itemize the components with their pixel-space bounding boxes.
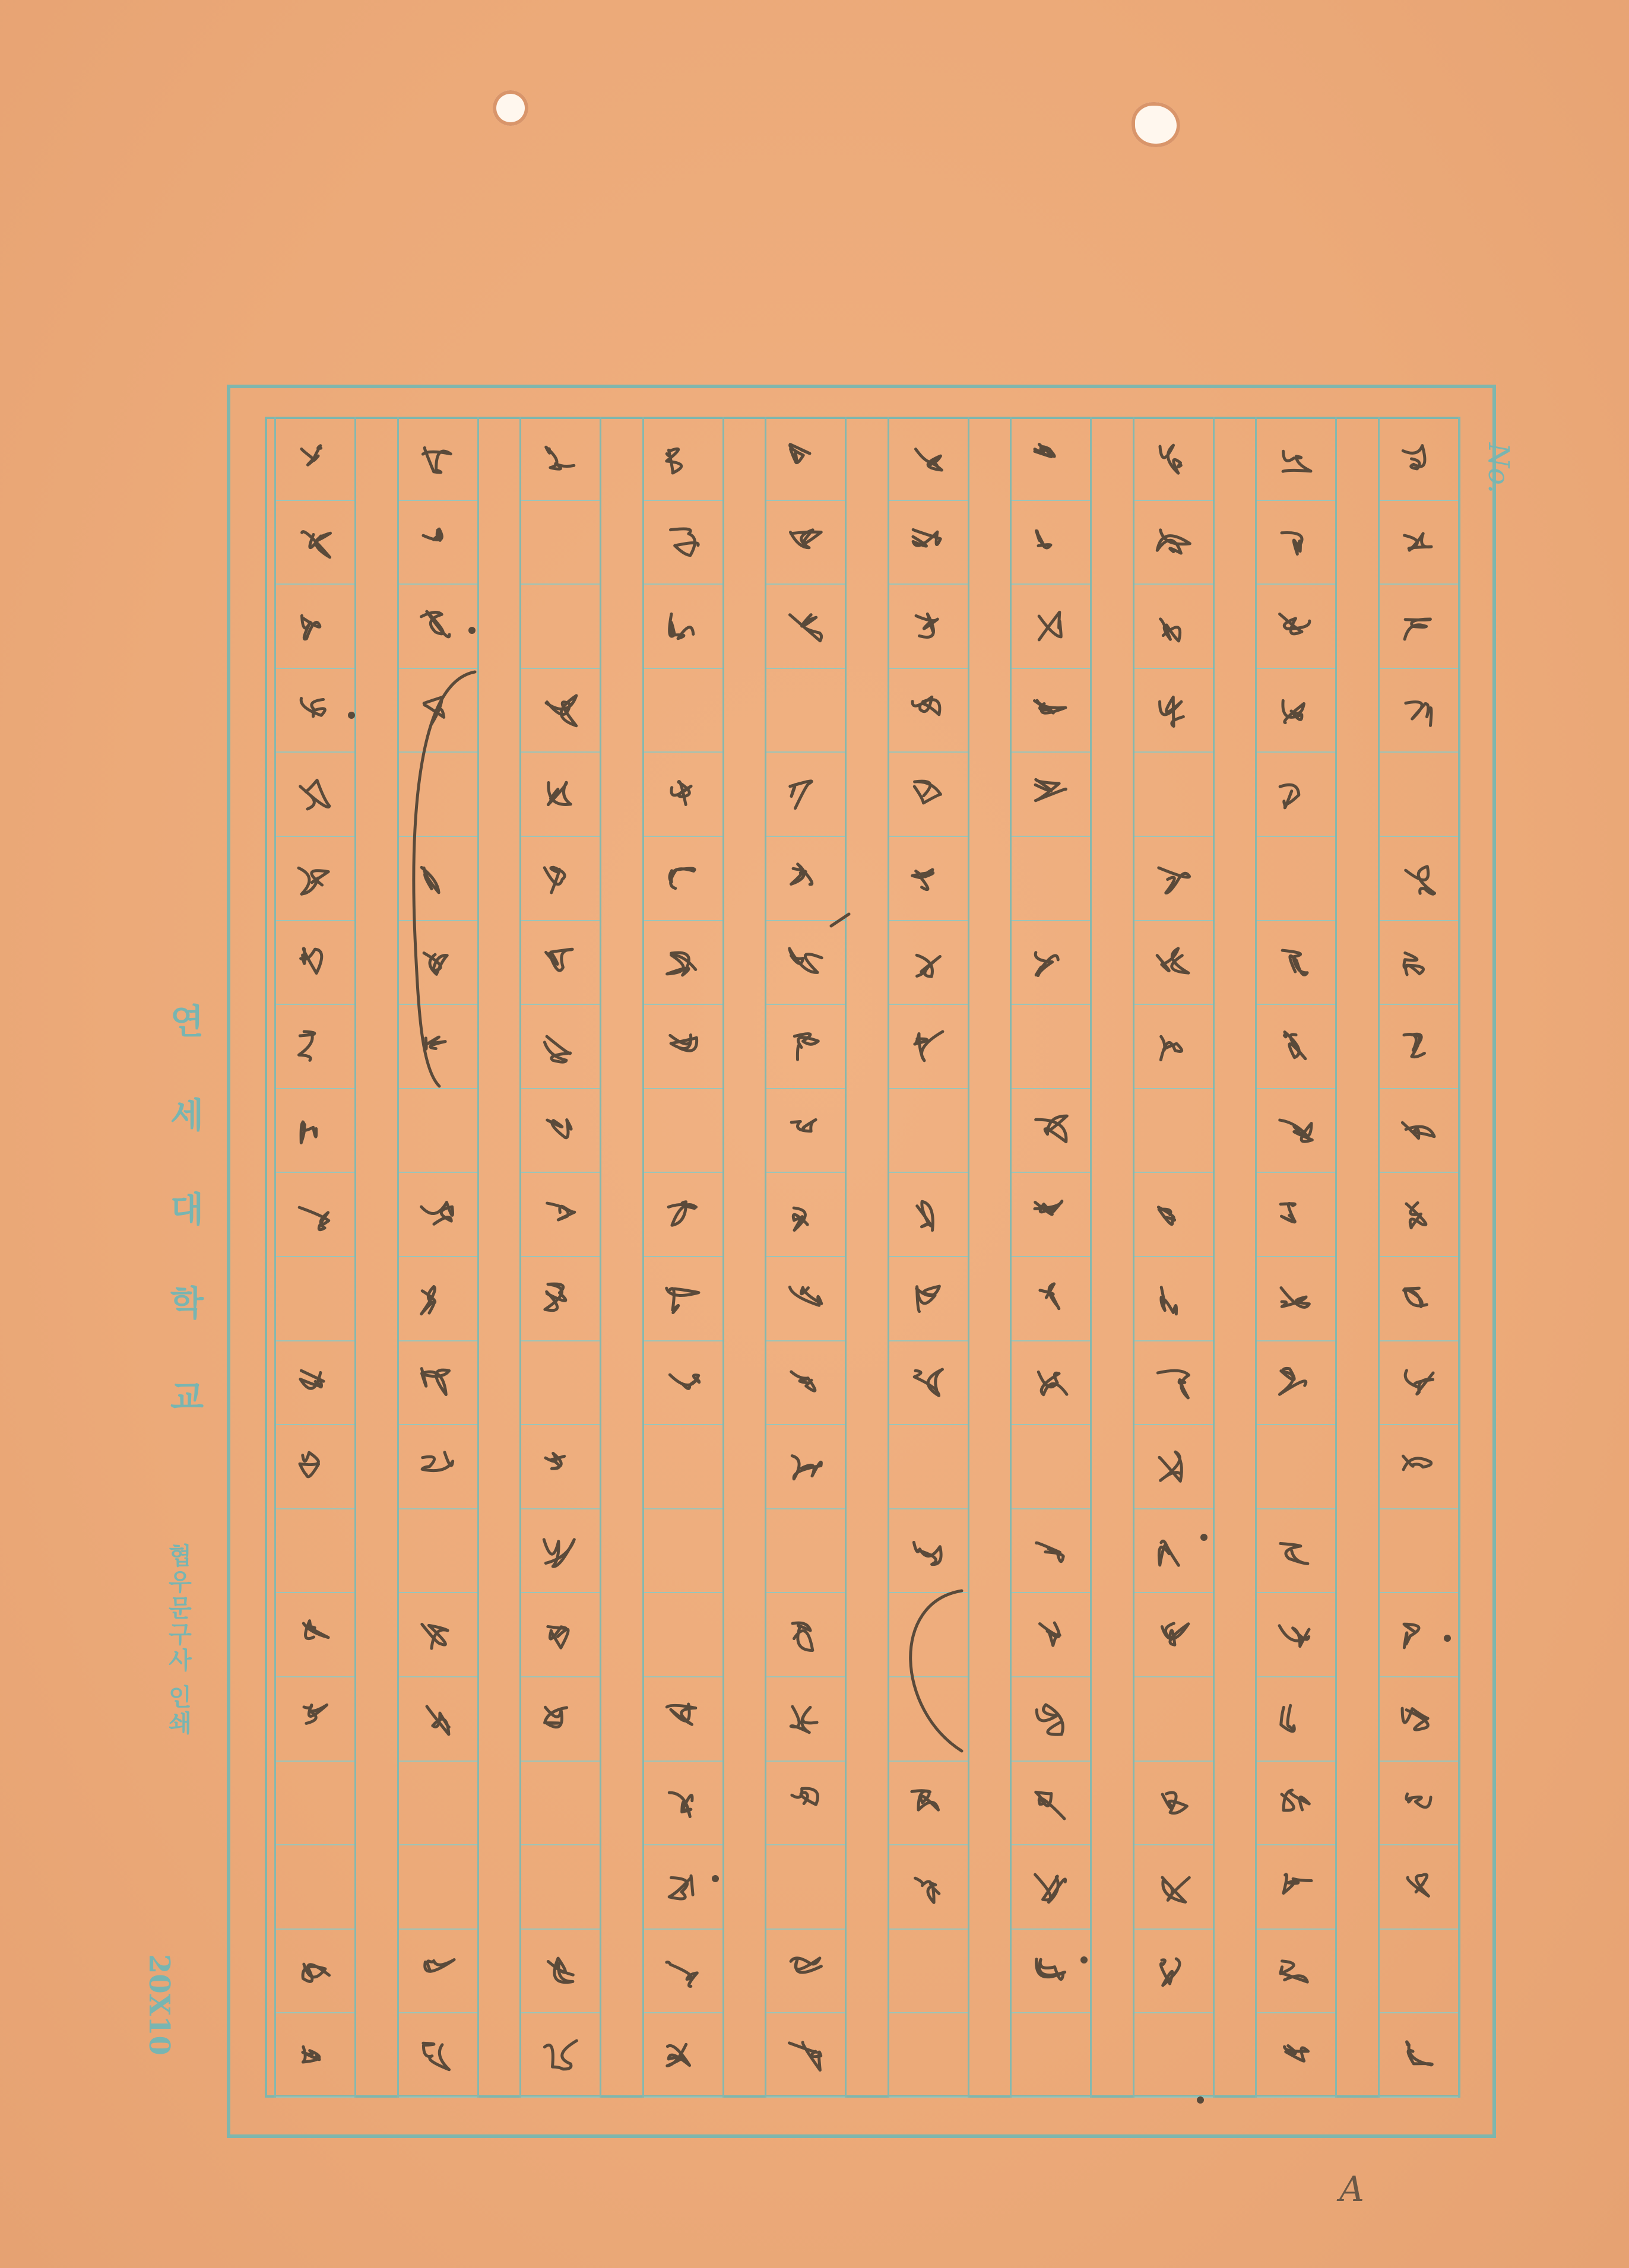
manuscript-cell: [1380, 1005, 1458, 1089]
manuscript-cell: [889, 669, 968, 753]
manuscript-cell: [399, 1593, 477, 1677]
manuscript-cell: [1257, 1930, 1335, 2014]
manuscript-cell: [1380, 1341, 1458, 1426]
manuscript-cell: [276, 753, 354, 837]
manuscript-cell: [1012, 1257, 1090, 1341]
manuscript-cell: [399, 2013, 477, 2098]
manuscript-cell: [1012, 753, 1090, 837]
manuscript-cell: [766, 1677, 845, 1762]
manuscript-cell: [766, 1930, 845, 2014]
manuscript-cell: [889, 1425, 968, 1509]
manuscript-cell: [766, 669, 845, 753]
manuscript-cell: [889, 1845, 968, 1930]
manuscript-cell: [1257, 501, 1335, 585]
manuscript-cell: [644, 1845, 722, 1930]
manuscript-cell: [889, 1930, 968, 2014]
manuscript-cell: [644, 1089, 722, 1173]
manuscript-column: [888, 417, 969, 2098]
manuscript-cell: [521, 1089, 600, 1173]
manuscript-cell: [1257, 1005, 1335, 1089]
manuscript-cell: [276, 1425, 354, 1509]
manuscript-cell: [521, 1677, 600, 1762]
manuscript-cell: [521, 417, 600, 501]
manuscript-cell: [399, 1341, 477, 1426]
manuscript-cell: [889, 1005, 968, 1089]
manuscript-cell: [399, 921, 477, 1005]
manuscript-cell: [1380, 417, 1458, 501]
manuscript-cell: [1380, 1089, 1458, 1173]
manuscript-cell: [644, 1341, 722, 1426]
manuscript-cell: [1134, 1845, 1213, 1930]
manuscript-cell: [1012, 585, 1090, 669]
manuscript-cell: [1134, 501, 1213, 585]
manuscript-column: [1378, 417, 1460, 2098]
manuscript-cell: [521, 1005, 600, 1089]
manuscript-cell: [889, 921, 968, 1005]
manuscript-cell: [1134, 1005, 1213, 1089]
manuscript-cell: [399, 501, 477, 585]
manuscript-cell: [1012, 417, 1090, 501]
manuscript-cell: [644, 501, 722, 585]
manuscript-cell: [399, 1677, 477, 1762]
manuscript-cell: [1380, 1762, 1458, 1846]
grid-size-label: 20X10: [142, 1954, 176, 2056]
manuscript-cell: [399, 1509, 477, 1594]
manuscript-cell: [1012, 1762, 1090, 1846]
manuscript-cell: [1257, 1677, 1335, 1762]
manuscript-cell: [276, 921, 354, 1005]
manuscript-cell: [644, 1509, 722, 1594]
manuscript-cell: [399, 837, 477, 921]
manuscript-cell: [521, 753, 600, 837]
manuscript-cell: [1380, 837, 1458, 921]
manuscript-cell: [1134, 1173, 1213, 1257]
manuscript-cell: [889, 1762, 968, 1846]
manuscript-cell: [766, 753, 845, 837]
manuscript-cell: [1257, 417, 1335, 501]
manuscript-cell: [1012, 669, 1090, 753]
manuscript-cell: [889, 1089, 968, 1173]
manuscript-cell: [276, 1341, 354, 1426]
manuscript-cell: [276, 501, 354, 585]
manuscript-cell: [766, 417, 845, 501]
manuscript-cell: [276, 1005, 354, 1089]
manuscript-cell: [1134, 1677, 1213, 1762]
manuscript-cell: [1012, 1845, 1090, 1930]
manuscript-cell: [521, 2013, 600, 2098]
manuscript-cell: [889, 753, 968, 837]
manuscript-cell: [644, 1257, 722, 1341]
manuscript-cell: [1380, 1593, 1458, 1677]
manuscript-cell: [1257, 1257, 1335, 1341]
manuscript-cell: [1134, 921, 1213, 1005]
manuscript-cell: [889, 1341, 968, 1426]
manuscript-cell: [889, 2013, 968, 2098]
manuscript-cell: [521, 1509, 600, 1594]
manuscript-cell: [1012, 1593, 1090, 1677]
manuscript-cell: [1134, 669, 1213, 753]
manuscript-cell: [644, 1930, 722, 2014]
manuscript-cell: [521, 1593, 600, 1677]
manuscript-cell: [276, 417, 354, 501]
manuscript-cell: [1380, 921, 1458, 1005]
manuscript-cell: [1257, 1341, 1335, 1426]
manuscript-cell: [644, 1425, 722, 1509]
printer-label: 협우문구사 인쇄: [164, 1543, 192, 1737]
manuscript-cell: [399, 1257, 477, 1341]
manuscript-cell: [276, 585, 354, 669]
manuscript-cell: [889, 417, 968, 501]
manuscript-cell: [399, 669, 477, 753]
manuscript-cell: [399, 753, 477, 837]
manuscript-cell: [1134, 1089, 1213, 1173]
manuscript-cell: [1380, 1425, 1458, 1509]
manuscript-cell: [1257, 1762, 1335, 1846]
manuscript-cell: [276, 1845, 354, 1930]
manuscript-cell: [1380, 501, 1458, 585]
manuscript-cell: [889, 1509, 968, 1594]
manuscript-cell: [766, 1762, 845, 1846]
manuscript-cell: [766, 1425, 845, 1509]
manuscript-cell: [521, 1341, 600, 1426]
manuscript-cell: [1012, 1341, 1090, 1426]
manuscript-column: [274, 417, 356, 2098]
punch-hole: [493, 90, 528, 126]
manuscript-cell: [1380, 1677, 1458, 1762]
manuscript-cell: [1380, 1257, 1458, 1341]
manuscript-cell: [644, 753, 722, 837]
manuscript-cell: [276, 1089, 354, 1173]
manuscript-cell: [521, 1845, 600, 1930]
manuscript-cell: [766, 1005, 845, 1089]
manuscript-cell: [1012, 837, 1090, 921]
manuscript-cell: [276, 1677, 354, 1762]
manuscript-cell: [521, 1930, 600, 2014]
manuscript-cell: [766, 1257, 845, 1341]
manuscript-cell: [644, 417, 722, 501]
manuscript-cell: [1257, 1089, 1335, 1173]
manuscript-cell: [521, 1425, 600, 1509]
manuscript-column: [1010, 417, 1092, 2098]
manuscript-cell: [1134, 417, 1213, 501]
manuscript-cell: [1134, 585, 1213, 669]
manuscript-cell: [521, 1257, 600, 1341]
manuscript-cell: [1134, 2013, 1213, 2098]
manuscript-cell: [521, 1762, 600, 1846]
manuscript-cell: [1380, 2013, 1458, 2098]
manuscript-cell: [1134, 837, 1213, 921]
manuscript-cell: [1012, 1173, 1090, 1257]
manuscript-cell: [1012, 921, 1090, 1005]
manuscript-cell: [399, 1425, 477, 1509]
manuscript-cell: [766, 1089, 845, 1173]
manuscript-cell: [644, 669, 722, 753]
manuscript-cell: [521, 585, 600, 669]
manuscript-cell: [1134, 1425, 1213, 1509]
manuscript-cell: [1134, 753, 1213, 837]
manuscript-cell: [276, 1762, 354, 1846]
manuscript-cell: [521, 921, 600, 1005]
manuscript-cell: [644, 1173, 722, 1257]
manuscript-cell: [766, 1173, 845, 1257]
manuscript-cell: [521, 1173, 600, 1257]
manuscript-cell: [766, 1341, 845, 1426]
manuscript-cell: [1257, 585, 1335, 669]
manuscript-cell: [1257, 753, 1335, 837]
manuscript-cell: [766, 1845, 845, 1930]
manuscript-cell: [276, 1509, 354, 1594]
manuscript-cell: [1012, 2013, 1090, 2098]
manuscript-cell: [399, 585, 477, 669]
manuscript-column: [1133, 417, 1215, 2098]
manuscript-cell: [399, 1173, 477, 1257]
manuscript-cell: [1012, 1677, 1090, 1762]
manuscript-cell: [766, 585, 845, 669]
manuscript-cell: [1380, 753, 1458, 837]
manuscript-cell: [1257, 1425, 1335, 1509]
manuscript-cell: [644, 2013, 722, 2098]
manuscript-cell: [1380, 1509, 1458, 1594]
manuscript-cell: [766, 501, 845, 585]
manuscript-cell: [889, 585, 968, 669]
manuscript-cell: [399, 1005, 477, 1089]
punch-hole: [1132, 102, 1180, 147]
manuscript-cell: [399, 1089, 477, 1173]
manuscript-cell: [644, 1677, 722, 1762]
manuscript-cell: [1134, 1762, 1213, 1846]
manuscript-cell: [1012, 1089, 1090, 1173]
manuscript-cell: [521, 837, 600, 921]
manuscript-cell: [766, 1509, 845, 1594]
manuscript-cell: [1380, 1930, 1458, 2014]
manuscript-cell: [644, 1005, 722, 1089]
manuscript-cell: [644, 1762, 722, 1846]
manuscript-cell: [276, 1930, 354, 2014]
manuscript-cell: [1380, 669, 1458, 753]
manuscript-cell: [1012, 501, 1090, 585]
manuscript-cell: [1012, 1509, 1090, 1594]
manuscript-column: [519, 417, 601, 2098]
university-label: 연 세 대 학 교: [164, 1003, 204, 1437]
manuscript-cell: [1257, 1845, 1335, 1930]
manuscript-cell: [1257, 1173, 1335, 1257]
page-mark: A: [1339, 2169, 1364, 2209]
manuscript-cell: [1012, 1425, 1090, 1509]
manuscript-cell: [766, 837, 845, 921]
manuscript-cell: [1257, 1593, 1335, 1677]
manuscript-cell: [644, 837, 722, 921]
manuscript-cell: [399, 1762, 477, 1846]
manuscript-cell: [1134, 1257, 1213, 1341]
manuscript-cell: [1257, 1509, 1335, 1594]
manuscript-cell: [276, 1173, 354, 1257]
manuscript-cell: [399, 1930, 477, 2014]
manuscript-cell: [521, 669, 600, 753]
manuscript-cell: [889, 1173, 968, 1257]
manuscript-column: [765, 417, 847, 2098]
manuscript-cell: [399, 417, 477, 501]
manuscript-cell: [644, 921, 722, 1005]
manuscript-cell: [276, 1257, 354, 1341]
manuscript-cell: [889, 1677, 968, 1762]
manuscript-cell: [1257, 837, 1335, 921]
manuscript-cell: [399, 1845, 477, 1930]
manuscript-cell: [521, 501, 600, 585]
manuscript-cell: [1380, 585, 1458, 669]
manuscript-cell: [1012, 1930, 1090, 2014]
manuscript-cell: [766, 921, 845, 1005]
manuscript-cell: [1257, 921, 1335, 1005]
manuscript-cell: [276, 837, 354, 921]
manuscript-cell: [1134, 1341, 1213, 1426]
manuscript-cell: [1134, 1593, 1213, 1677]
manuscript-cell: [1257, 2013, 1335, 2098]
manuscript-cell: [889, 837, 968, 921]
manuscript-cell: [889, 501, 968, 585]
manuscript-cell: [1134, 1930, 1213, 2014]
manuscript-cell: [276, 1593, 354, 1677]
manuscript-cell: [276, 669, 354, 753]
manuscript-cell: [766, 1593, 845, 1677]
manuscript-cell: [1134, 1509, 1213, 1594]
manuscript-cell: [276, 2013, 354, 2098]
manuscript-column: [1255, 417, 1337, 2098]
manuscript-cell: [1380, 1173, 1458, 1257]
manuscript-cell: [1257, 669, 1335, 753]
manuscript-cell: [1380, 1845, 1458, 1930]
manuscript-cell: [889, 1593, 968, 1677]
manuscript-cell: [889, 1257, 968, 1341]
manuscript-cell: [766, 2013, 845, 2098]
manuscript-cell: [1012, 1005, 1090, 1089]
manuscript-cell: [644, 585, 722, 669]
number-label: No.: [1482, 443, 1515, 494]
manuscript-column: [397, 417, 479, 2098]
manuscript-cell: [644, 1593, 722, 1677]
manuscript-column: [642, 417, 724, 2098]
